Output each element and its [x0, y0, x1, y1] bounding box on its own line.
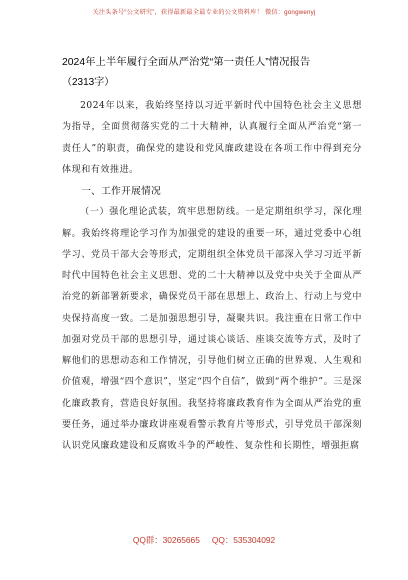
word-count: （2313字） — [62, 77, 115, 88]
qq-group-number: QQ群：30265665 — [132, 535, 200, 545]
document-body — [62, 56, 362, 457]
section-heading: 一、工作开展情况 — [81, 186, 162, 197]
document-title: 2024年上半年履行全面从严治党“第一责任人”情况报告 — [62, 57, 311, 68]
contact-footer — [0, 534, 408, 546]
promo-banner: 关注头条号“公文研究”，获得最新最全最专业的公文资料库！ 微信：gongwenyj — [92, 9, 316, 16]
intro-paragraph: 2024年以来，我始终坚持以习近平新时代中国特色社会主义思想为指导，全面贯彻落实党的二十大精神，认真履行全面从严治党“第一责任人”的职责，确保党的建设和党风廉政建设在各项工作中得到充分体现和有效推进。 — [62, 101, 362, 175]
qq-number: QQ：535304092 — [211, 535, 276, 545]
section-paragraph: （一）强化理论武装，筑牢思想防线。一是定期组织学习，深化理解。我始终将理论学习作为加强党的建设的重要一环，通过党委中心组学习、党员干部大会等形式，定期组织全体党员干部深入学习习近平新时代中国特色社会主义思想、党的二十大精神以及党中央关于全面从严治党的新部署新要求，确保党员干部在思想上、政治上、行动上与党中央保持高度一致。二是加强思想引导，凝聚共识。我注重在日常工作中加强对党员干部的思想引导，通过谈心谈话、座谈交流等方式，及时了解他们的思想动态和工作情况，引导他们树立正确的世界观、人生观和价值观，增强“四个意识”，坚定“四个自信”，做到“两个维护”。三是深化廉政教育，营造良好氛围。我坚持将廉政教育作为全面从严治党的重要任务，通过举办廉政讲座观看警示教育片等形式，引导党员干部深刻认识党风廉政建设和反腐败斗争的严峻性、复杂性和长期性，增强拒腐 — [62, 207, 362, 451]
